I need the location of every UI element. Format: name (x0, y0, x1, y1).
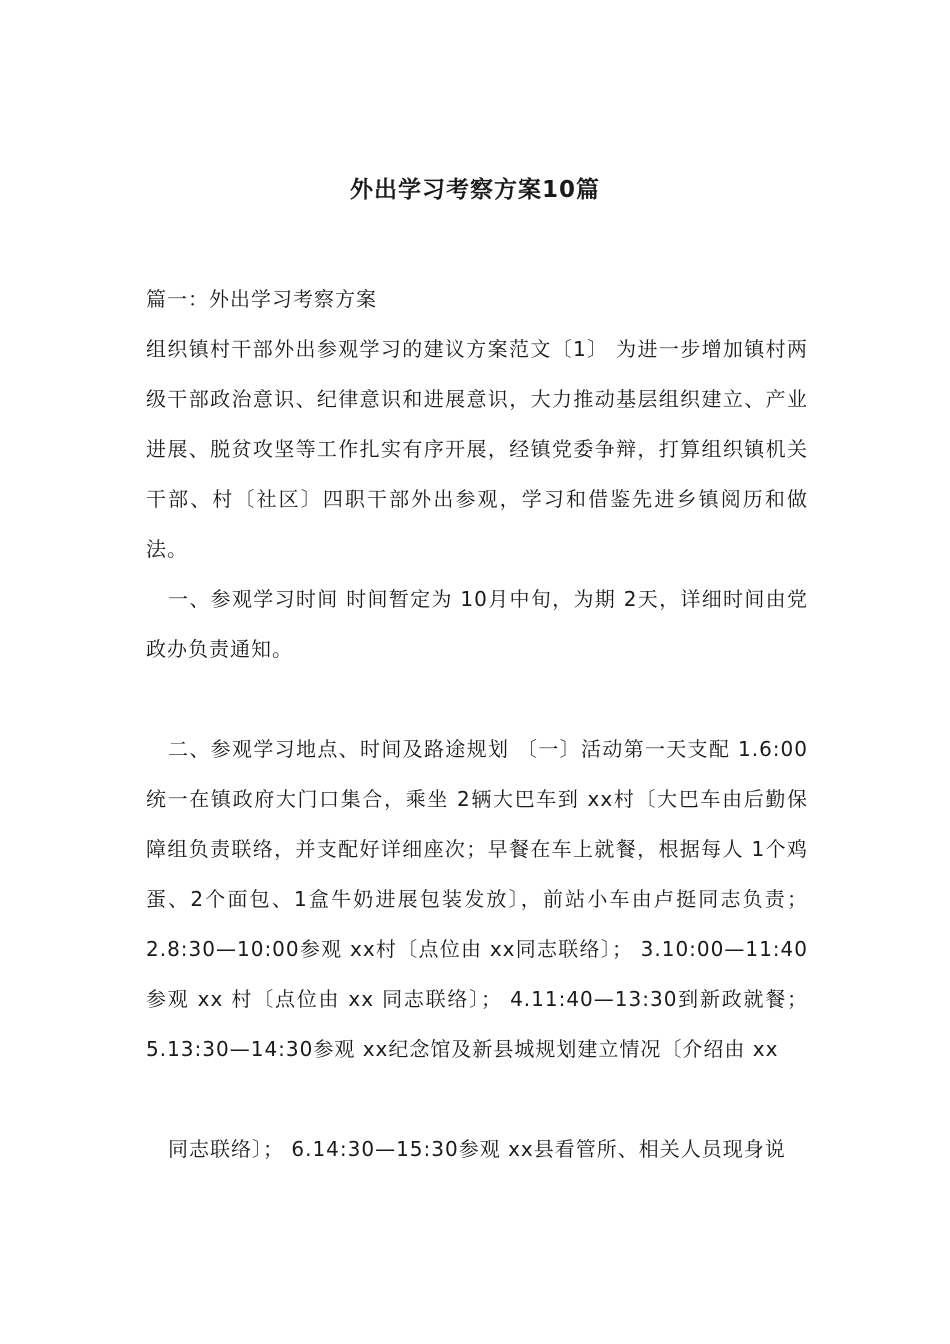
paragraph-intro: 组织镇村干部外出参观学习的建议方案范文〔1〕 为进一步增加镇村两级干部政治意识、纪律意识和进展意识，大力推动基层组织建立、产业进展、脱贫攻坚等工作扎实有序开展，经镇党委争辩，打算组织镇机关干部、村〔社区〕四职干部外出参观，学习和借鉴先进乡镇阅历和做法。 (146, 337, 808, 561)
document-body (146, 274, 808, 1174)
paragraph-gap (146, 1074, 808, 1124)
paragraph-continuation: 同志联络〕； 6.14:30—15:30参观 xx县看管所、相关人员现身说 (168, 1137, 786, 1161)
paragraph-gap (146, 674, 808, 724)
document-title: 外出学习考察方案10篇 (349, 177, 600, 203)
paragraph-location-schedule: 二、参观学习地点、时间及路途规划 〔一〕活动第一天支配 1.6:00统一在镇政府大门口集合，乘坐 2辆大巴车到 xx村〔大巴车由后勤保障组负责联络，并支配好详细座次；早餐在车上就餐，根据每人 1个鸡蛋、2个面包、1盒牛奶进展包装发放〕，前站小车由卢挺同志负责； 2.8:30—10:00参观 xx村〔点位由 xx同志联络〕； 3.10:00—11:40 参观 xx 村〔点位由 xx 同志联络〕； 4.11:40—13:30到新政就餐； 5.13:30—14:30参观 xx纪念馆及新县城规划建立情况〔介绍由 xx (146, 737, 808, 1061)
paragraph-time: 一、参观学习时间 时间暂定为 10月中旬，为期 2天，详细时间由党政办负责通知。 (146, 587, 808, 661)
section-heading: 篇一：外出学习考察方案 (146, 287, 377, 311)
